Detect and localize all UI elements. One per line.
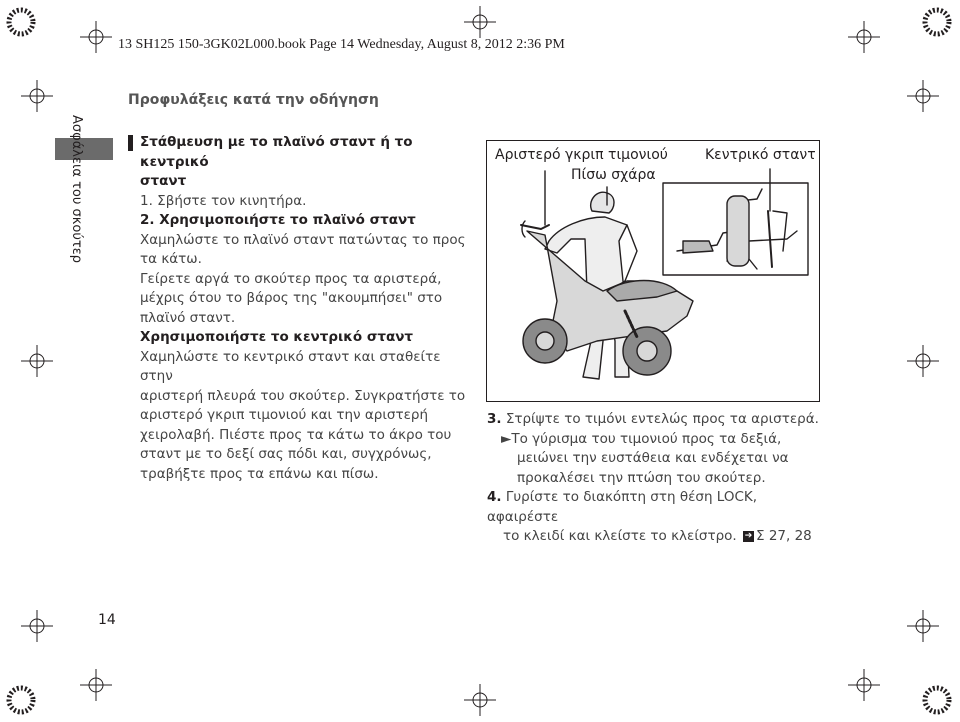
step2-line: Χαμηλώστε το πλαϊνό σταντ πατώντας το προς — [140, 231, 466, 248]
step2-title: 2. Χρησιμοποιήστε το πλαϊνό σταντ — [140, 212, 416, 228]
left-column — [128, 133, 468, 484]
center-stand-line: αριστερή πλευρά του σκούτερ. Συγκρατήστε το — [140, 387, 466, 404]
step4-line1: Γυρίστε το διακόπτη στη θέση LOCK, αφαιρέστε — [487, 489, 758, 525]
step3-number: 3. — [487, 411, 502, 427]
center-stand-line: αριστερό γκριπ τιμονιού και την αριστερή — [140, 407, 429, 423]
page-ref-icon: ➔ — [744, 530, 753, 541]
crosshair-mark-l1 — [21, 80, 53, 112]
label-left-grip: Αριστερό γκριπ τιμονιού — [495, 147, 668, 163]
side-label-text: Ασφάλεια του σκούτερ — [69, 115, 84, 264]
section-title-line2: σταντ — [140, 173, 187, 189]
center-stand-line: Χαμηλώστε το κεντρικό σταντ και σταθείτε στην — [140, 348, 441, 384]
side-tab-marker — [55, 138, 113, 160]
right-column — [487, 410, 827, 547]
sunburst-mark-bl — [9, 688, 33, 712]
section-title-line1: Στάθμευση με το πλαϊνό σταντ ή το κεντρικό — [140, 134, 413, 170]
step4-number: 4. — [487, 489, 502, 505]
step2-line: Γείρετε αργά το σκούτερ προς τα αριστερά, — [140, 270, 442, 287]
step2-line: τα κάτω. — [140, 251, 202, 267]
center-stand-title: Χρησιμοποιήστε το κεντρικό σταντ — [140, 329, 414, 345]
step2-line: μέχρις ότου το βάρος της "ακουμπήσει" στο — [140, 290, 443, 306]
step3 — [487, 410, 827, 430]
step3-text: Στρίψτε το τιμόνι εντελώς προς τα αριστερά. — [505, 411, 819, 427]
label-rear-grab: Πίσω σχάρα — [571, 167, 656, 183]
crosshair-mark-tl — [80, 21, 112, 53]
file-header-line: 13 SH125 150-3GK02L000.book Page 14 Wednesday, August 8, 2012 2:36 PM — [118, 37, 565, 52]
sunburst-mark-tr — [925, 10, 949, 34]
center-stand-line: χειρολαβή. Πιέστε προς τα κάτω το άκρο του — [140, 426, 452, 443]
center-stand-line: τραβήξτε προς τα επάνω και πίσω. — [140, 465, 379, 482]
page-number: 14 — [98, 612, 116, 628]
sunburst-mark-br — [925, 688, 949, 712]
section-bar — [128, 135, 133, 151]
step4 — [487, 488, 827, 527]
crosshair-mark-l2 — [21, 345, 53, 377]
crosshair-mark-r3 — [907, 610, 939, 642]
step1-text: 1. Σβήστε τον κινητήρα. — [140, 192, 307, 209]
chapter-title: Προφυλάξεις κατά την οδήγηση — [128, 92, 379, 108]
crosshair-mark-tr — [848, 21, 880, 53]
crosshair-mark-bl — [80, 669, 112, 701]
section-title — [128, 133, 468, 192]
scooter-illustration-frame — [486, 140, 820, 402]
crosshair-mark-br — [848, 669, 880, 701]
crosshair-mark-r2 — [907, 345, 939, 377]
step2-line: πλαϊνό σταντ. — [140, 309, 236, 326]
crosshair-mark-r1 — [907, 80, 939, 112]
step3-note-line: προκαλέσει την πτώση του σκούτερ. — [517, 469, 766, 486]
crosshair-mark-l3 — [21, 610, 53, 642]
step4-ref: Σ 27, 28 — [756, 528, 812, 544]
crosshair-mark-top-center — [464, 6, 496, 38]
step3-note-line: μειώνει την ευστάθεια και ενδέχεται να — [517, 450, 789, 466]
sunburst-mark-tl — [9, 10, 33, 34]
step4-line2-wrap — [503, 527, 827, 547]
crosshair-mark-bottom-center — [464, 684, 496, 716]
center-stand-line: σταντ με το δεξί σας πόδι και, συγχρόνως, — [140, 446, 432, 462]
step3-note-line: ►Το γύρισμα του τιμονιού προς τα δεξιά, — [501, 430, 782, 447]
step4-line2: το κλειδί και κλείστε το κλείστρο. — [503, 528, 737, 544]
label-center-stand: Κεντρικό σταντ — [705, 147, 816, 163]
